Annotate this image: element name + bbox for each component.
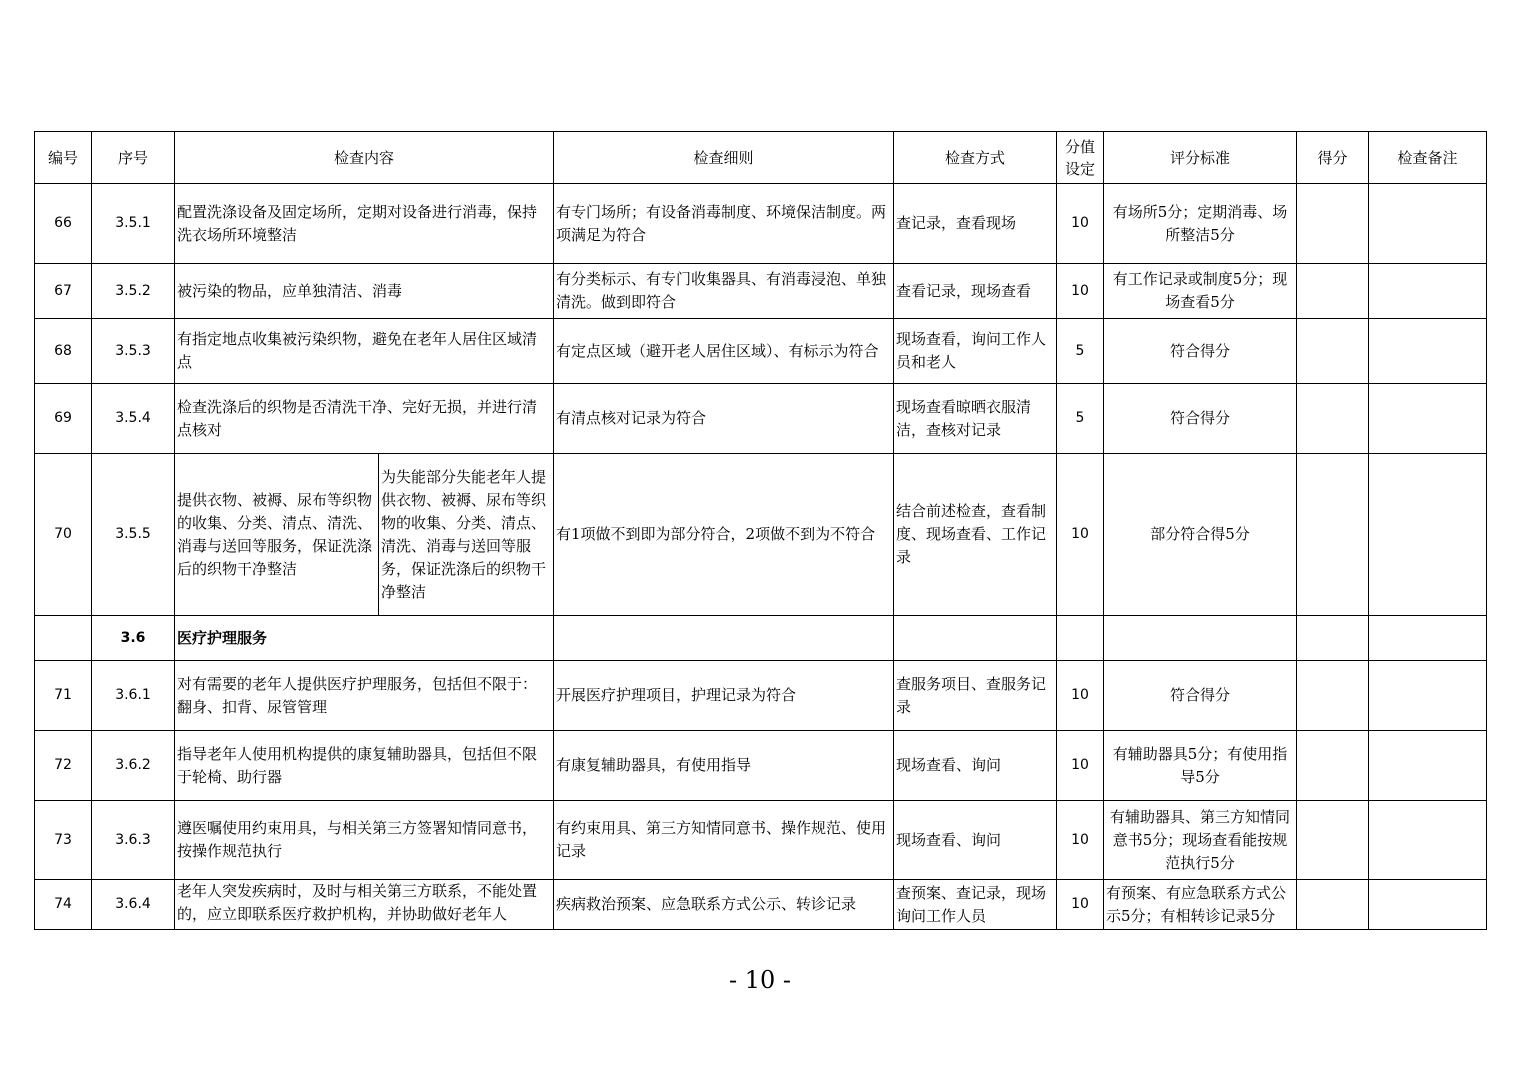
row-criteria: 符合得分: [1104, 384, 1297, 454]
header-row: [35, 132, 1487, 184]
row-criteria: 有工作记录或制度5分；现场查看5分: [1104, 264, 1297, 319]
row-content: [175, 880, 554, 930]
row-details: 有分类标示、有专门收集器具、有消毒浸泡、单独清洗。做到即符合: [554, 264, 894, 319]
row-content: 遵医嘱使用约束用具，与相关第三方签署知情同意书，按操作规范执行: [175, 801, 554, 880]
row-score-set: 5: [1057, 384, 1104, 454]
row-seq: 3.5.3: [92, 319, 175, 384]
section-row: [35, 616, 1487, 661]
row-remarks-cell[interactable]: [1369, 384, 1487, 454]
table-row: [35, 454, 1487, 616]
row-score-cell[interactable]: [1297, 319, 1369, 384]
row-no: 70: [35, 454, 92, 616]
row-details: 有定点区域（避开老人居住区域）、有标示为符合: [554, 319, 894, 384]
row-method: 现场查看、询问: [894, 731, 1057, 801]
table-row: [35, 731, 1487, 801]
row-method: 结合前述检查，查看制度、现场查看、工作记录: [894, 454, 1057, 616]
row-content: 配置洗涤设备及固定场所，定期对设备进行消毒，保持洗衣场所环境整洁: [175, 184, 554, 264]
row-score-cell[interactable]: [1297, 880, 1369, 930]
table-row: [35, 264, 1487, 319]
row-method: 现场查看，询问工作人员和老人: [894, 319, 1057, 384]
row-score-set: 10: [1057, 184, 1104, 264]
page-number: - 10 -: [728, 966, 791, 994]
row-seq: 3.5.5: [92, 454, 175, 616]
row-remarks-cell[interactable]: [1369, 319, 1487, 384]
row-seq: 3.5.4: [92, 384, 175, 454]
row-criteria: 有辅助器具、第三方知情同意书5分；现场查看能按规范执行5分: [1104, 801, 1297, 880]
row-no: 74: [35, 880, 92, 930]
row-no: 73: [35, 801, 92, 880]
section-details-cell: [554, 616, 894, 661]
row-no: 68: [35, 319, 92, 384]
row-criteria: 部分符合得5分: [1104, 454, 1297, 616]
row-remarks-cell[interactable]: [1369, 880, 1487, 930]
header-score: 得分: [1297, 132, 1369, 184]
section-title: 医疗护理服务: [175, 616, 554, 661]
header-criteria: 评分标准: [1104, 132, 1297, 184]
inspection-table: [34, 131, 1487, 930]
row-score-cell[interactable]: [1297, 661, 1369, 731]
row-score-set: 10: [1057, 454, 1104, 616]
header-details: 检查细则: [554, 132, 894, 184]
section-criteria-cell: [1104, 616, 1297, 661]
table-row: [35, 661, 1487, 731]
header-score-set-line1: 分值: [1065, 137, 1096, 156]
row-remarks-cell[interactable]: [1369, 801, 1487, 880]
row-remarks-cell[interactable]: [1369, 184, 1487, 264]
table-row: [35, 384, 1487, 454]
row-score-cell[interactable]: [1297, 454, 1369, 616]
section-score-set-cell: [1057, 616, 1104, 661]
row-content-general: 提供衣物、被褥、尿布等织物的收集、分类、清点、清洗、消毒与送回等服务，保证洗涤后的织物干净整洁: [175, 454, 379, 616]
row-no: 66: [35, 184, 92, 264]
header-score-set-line2: 设定: [1065, 159, 1096, 178]
row-no: 72: [35, 731, 92, 801]
row-criteria: 有场所5分；定期消毒、场所整洁5分: [1104, 184, 1297, 264]
row-details: 有1项做不到即为部分符合，2项做不到为不符合: [554, 454, 894, 616]
row-method: 查看记录，现场查看: [894, 264, 1057, 319]
row-seq: 3.5.2: [92, 264, 175, 319]
row-details: 有康复辅助器具，有使用指导: [554, 731, 894, 801]
row-score-set: 10: [1057, 731, 1104, 801]
row-seq: 3.6.3: [92, 801, 175, 880]
row-score-cell[interactable]: [1297, 184, 1369, 264]
row-no: 67: [35, 264, 92, 319]
row-seq: 3.6.2: [92, 731, 175, 801]
row-method: 查预案、查记录，现场询问工作人员: [894, 880, 1057, 930]
row-remarks-cell[interactable]: [1369, 661, 1487, 731]
section-seq: 3.6: [92, 616, 175, 661]
row-criteria: 符合得分: [1104, 661, 1297, 731]
row-criteria: 有辅助器具5分；有使用指导5分: [1104, 731, 1297, 801]
row-seq: 3.6.1: [92, 661, 175, 731]
row-score-set: 10: [1057, 880, 1104, 930]
row-content: 检查洗涤后的织物是否清洗干净、完好无损，并进行清点核对: [175, 384, 554, 454]
header-bianhao: 编号: [35, 132, 92, 184]
row-remarks-cell[interactable]: [1369, 731, 1487, 801]
row-seq: 3.6.4: [92, 880, 175, 930]
row-method: 现场查看、询问: [894, 801, 1057, 880]
row-content: 指导老年人使用机构提供的康复辅助器具，包括但不限于轮椅、助行器: [175, 731, 554, 801]
row-method: 查服务项目、查服务记录: [894, 661, 1057, 731]
header-xuhao: 序号: [92, 132, 175, 184]
row-score-set: 10: [1057, 264, 1104, 319]
table-row: [35, 184, 1487, 264]
row-score-cell[interactable]: [1297, 801, 1369, 880]
row-criteria: 符合得分: [1104, 319, 1297, 384]
row-method: 现场查看晾晒衣服清洁，查核对记录: [894, 384, 1057, 454]
header-remarks: 检查备注: [1369, 132, 1487, 184]
table-row: [35, 880, 1487, 930]
row-score-cell[interactable]: [1297, 731, 1369, 801]
header-method: 检查方式: [894, 132, 1057, 184]
row-score-set: 10: [1057, 801, 1104, 880]
row-score-set: 5: [1057, 319, 1104, 384]
section-score-cell: [1297, 616, 1369, 661]
row-details: 开展医疗护理项目，护理记录为符合: [554, 661, 894, 731]
row-method: 查记录，查看现场: [894, 184, 1057, 264]
row-details: 疾病救治预案、应急联系方式公示、转诊记录: [554, 880, 894, 930]
row-score-cell[interactable]: [1297, 384, 1369, 454]
row-no: 69: [35, 384, 92, 454]
row-seq: 3.5.1: [92, 184, 175, 264]
table-row: [35, 319, 1487, 384]
header-score-set: [1057, 132, 1104, 184]
row-content-text: 老年人突发疾病时，及时与相关第三方联系，不能处置的，应立即联系医疗救护机构，并协助做好老年人: [177, 882, 538, 923]
row-content-disabled-elderly: 为失能部分失能老年人提供衣物、被褥、尿布等织物的收集、分类、清点、清洗、消毒与送回等服务，保证洗涤后的织物干净整洁: [379, 454, 554, 616]
row-no: 71: [35, 661, 92, 731]
row-remarks-cell[interactable]: [1369, 454, 1487, 616]
row-content: 被污染的物品，应单独清洁、消毒: [175, 264, 554, 319]
row-content: 对有需要的老年人提供医疗护理服务，包括但不限于：翻身、扣背、尿管管理: [175, 661, 554, 731]
header-content: 检查内容: [175, 132, 554, 184]
section-no-cell: [35, 616, 92, 661]
row-details: 有约束用具、第三方知情同意书、操作规范、使用记录: [554, 801, 894, 880]
row-score-cell[interactable]: [1297, 264, 1369, 319]
row-score-set: 10: [1057, 661, 1104, 731]
row-content: 有指定地点收集被污染织物，避免在老年人居住区域清点: [175, 319, 554, 384]
section-method-cell: [894, 616, 1057, 661]
table-row: [35, 801, 1487, 880]
row-details: 有专门场所；有设备消毒制度、环境保洁制度。两项满足为符合: [554, 184, 894, 264]
row-criteria: 有预案、有应急联系方式公示5分；有相转诊记录5分: [1104, 880, 1297, 930]
row-remarks-cell[interactable]: [1369, 264, 1487, 319]
section-remarks-cell: [1369, 616, 1487, 661]
row-details: 有清点核对记录为符合: [554, 384, 894, 454]
